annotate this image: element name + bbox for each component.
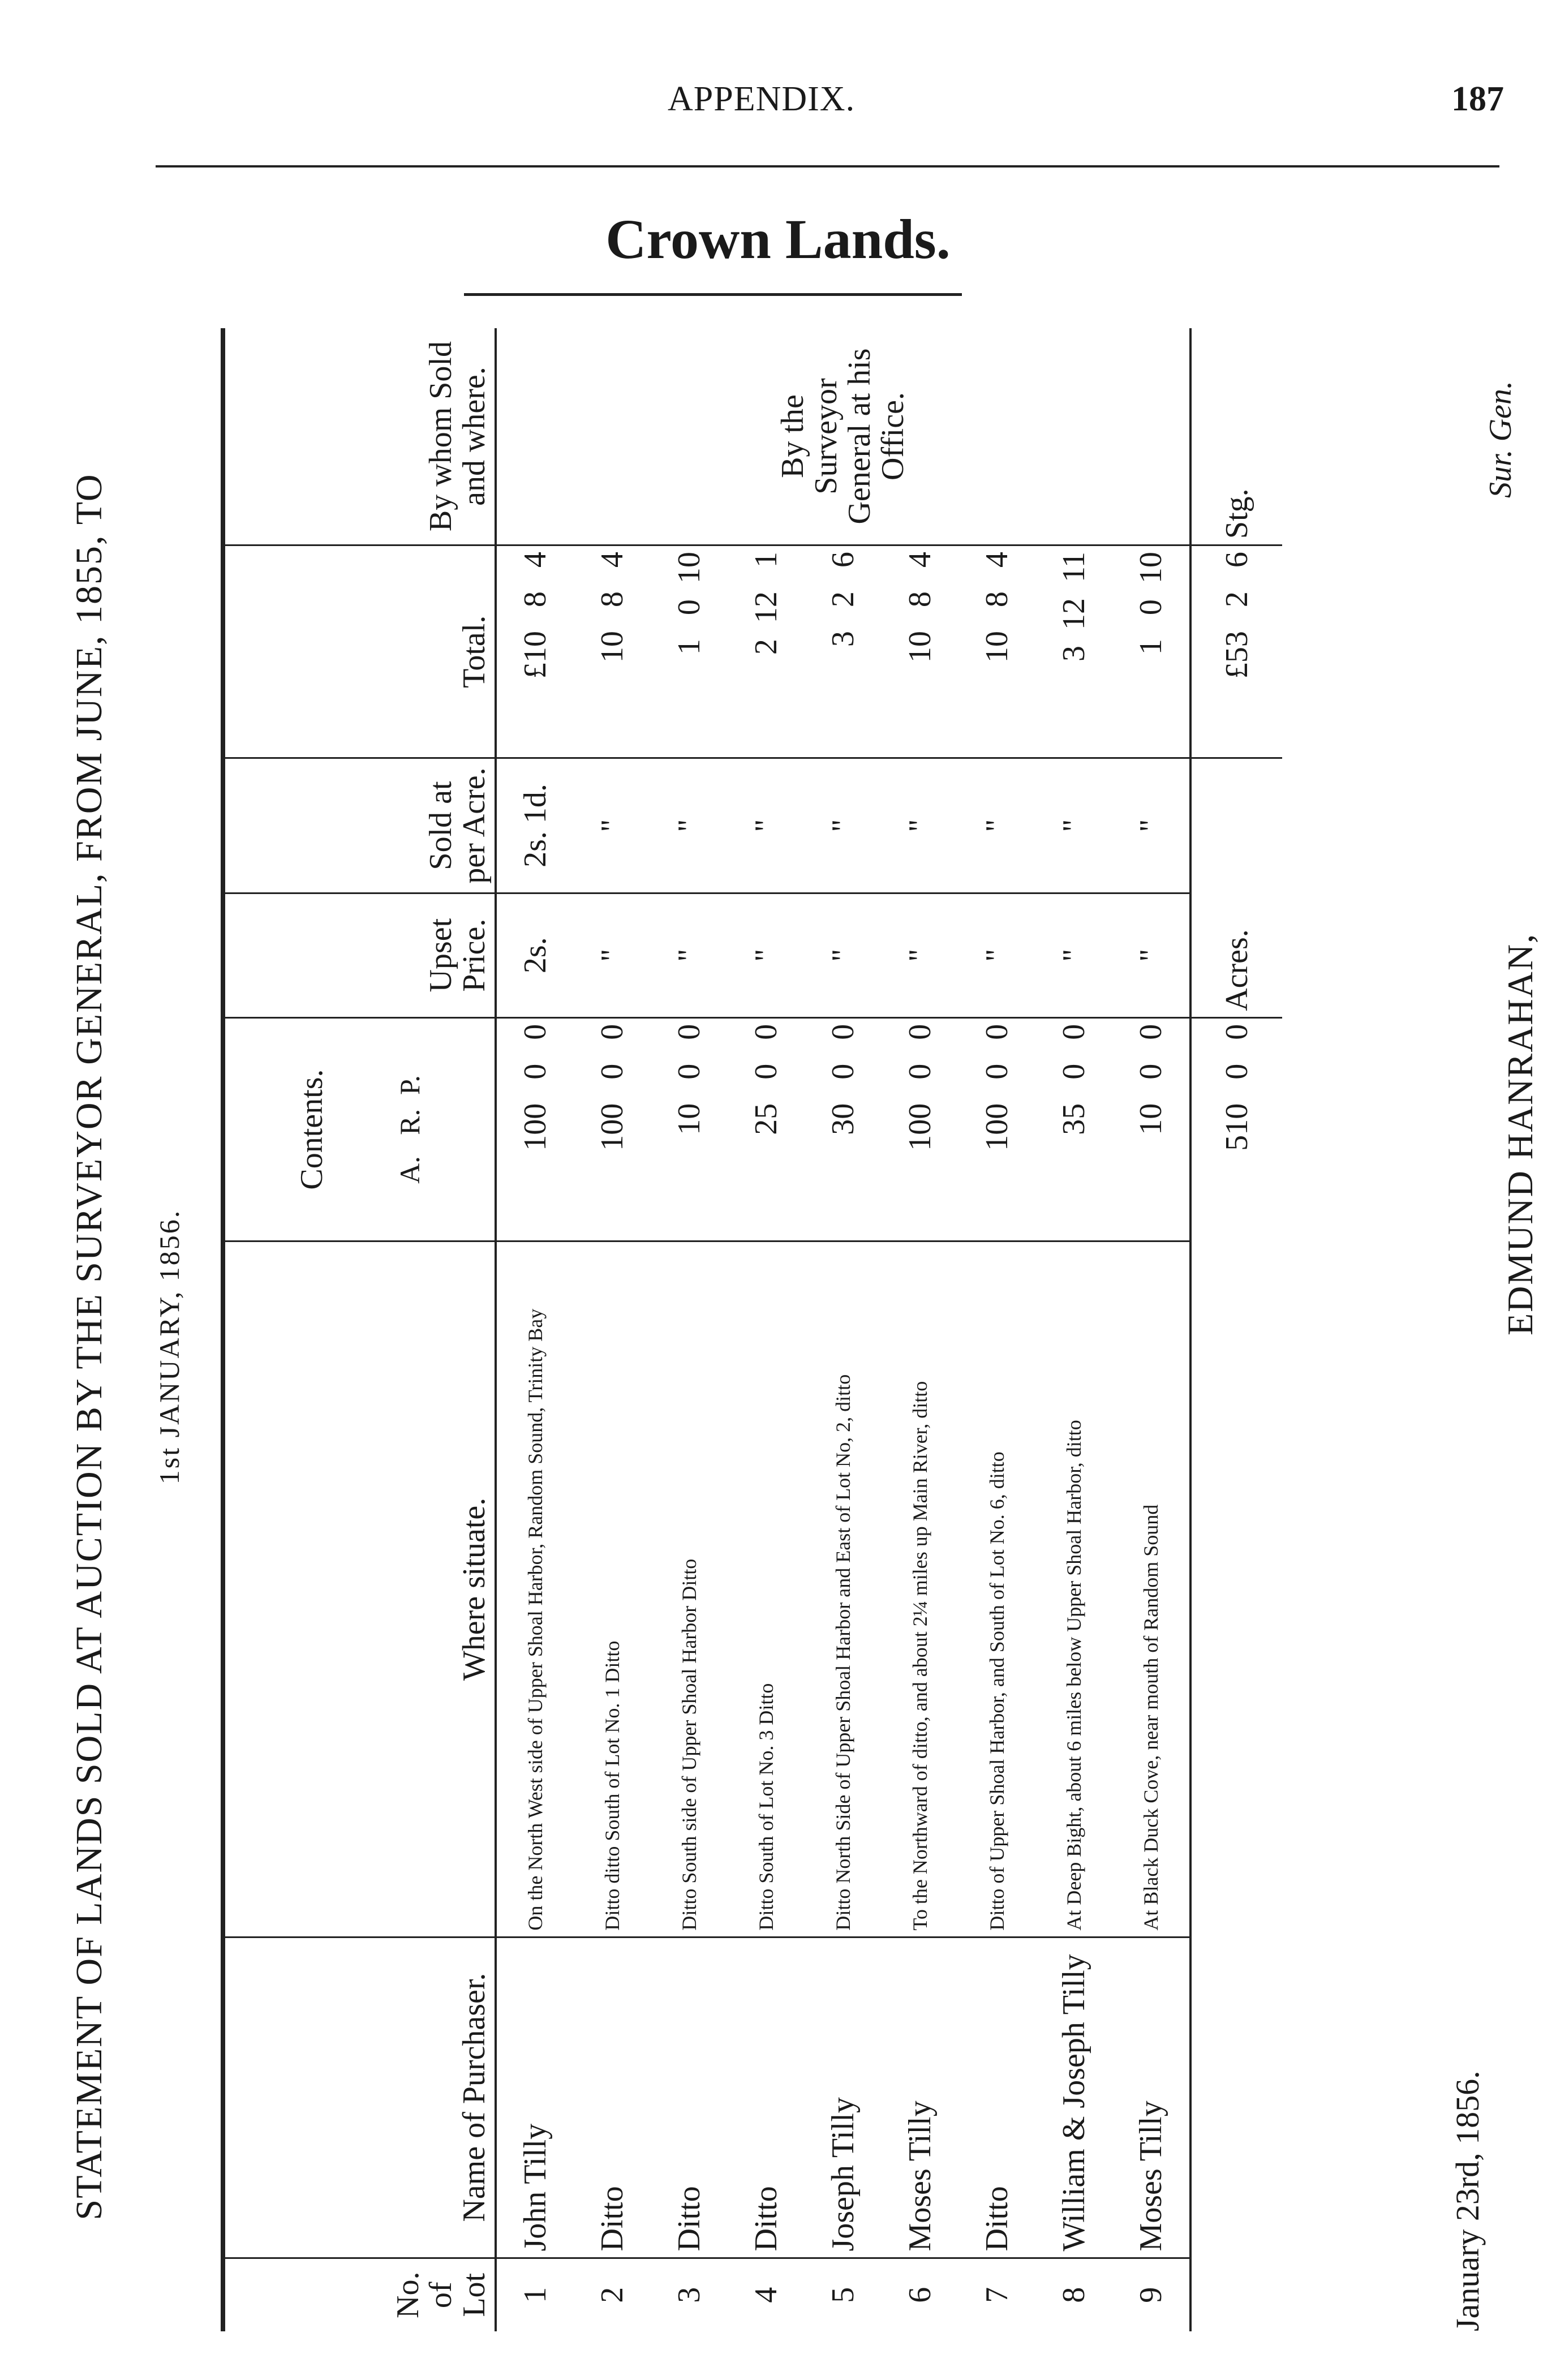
cell-sold: " bbox=[882, 758, 958, 893]
cell-name: Ditto bbox=[958, 1937, 1035, 2258]
totals-row bbox=[1190, 328, 1282, 2331]
cell-sold: " bbox=[958, 758, 1035, 893]
cell-total: 3 2 6 bbox=[805, 545, 882, 758]
cell-name: Moses Tilly bbox=[1112, 1937, 1190, 2258]
cell-no: 9 bbox=[1133, 2287, 1169, 2303]
cell-contents: 30 0 0 bbox=[805, 1017, 882, 1241]
col-contents-label: Contents. bbox=[294, 1069, 329, 1190]
cell-no: 6 bbox=[902, 2287, 938, 2303]
cell-where: At Deep Bight, about 6 miles below Upper Shoal Harbor, ditto bbox=[1035, 1241, 1112, 1937]
cell-total: 3 12 11 bbox=[1035, 545, 1112, 758]
table-row bbox=[651, 328, 728, 2331]
cell-name: Moses Tilly bbox=[882, 1937, 958, 2258]
table-row bbox=[1035, 328, 1112, 2331]
header-rule bbox=[156, 165, 1499, 167]
totals-total-unit: Stg. bbox=[1190, 328, 1282, 545]
table-row bbox=[728, 328, 805, 2331]
col-upset: Upset Price. bbox=[223, 893, 496, 1017]
cell-total: 2 12 1 bbox=[728, 545, 805, 758]
table-row bbox=[496, 328, 574, 2331]
running-header bbox=[0, 79, 1556, 124]
col-by-whom: By whom Sold and where. bbox=[223, 328, 496, 545]
cell-where: On the North West side of Upper Shoal Harbor, Random Sound, Trinity Bay bbox=[496, 1241, 574, 1937]
cell-name: Ditto bbox=[728, 1937, 805, 2258]
section-title: Crown Lands. bbox=[605, 208, 951, 270]
cell-no: 3 bbox=[672, 2287, 707, 2303]
totals-contents bbox=[1190, 1017, 1282, 1241]
cell-contents: 100 0 0 bbox=[882, 1017, 958, 1241]
cell-total: 10 8 4 bbox=[574, 545, 651, 758]
page-number: 187 bbox=[1451, 80, 1504, 118]
cell-upset: " bbox=[728, 893, 805, 1017]
totals-blank bbox=[1190, 1241, 1282, 1937]
totals-total: £53 2 6 bbox=[1190, 545, 1282, 758]
cell-where: Ditto South side of Upper Shoal Harbor Ditto bbox=[651, 1241, 728, 1937]
totals-contents-unit: Acres. bbox=[1190, 893, 1282, 1017]
totals-blank bbox=[1190, 2258, 1282, 2331]
cell-contents: 100 0 0 bbox=[958, 1017, 1035, 1241]
col-contents-sub: A. R. P. bbox=[393, 1075, 425, 1184]
cell-total: 10 8 4 bbox=[882, 545, 958, 758]
cell-name: Ditto bbox=[651, 1937, 728, 2258]
col-where: Where situate. bbox=[223, 1241, 496, 1937]
table-row bbox=[574, 328, 651, 2331]
cell-upset: " bbox=[805, 893, 882, 1017]
cell-sold: " bbox=[651, 758, 728, 893]
table-row bbox=[805, 328, 882, 2331]
signature-name: EDMUND HANRAHAN, bbox=[1500, 933, 1540, 1335]
cell-name: William & Joseph Tilly bbox=[1035, 1937, 1112, 2258]
table-row bbox=[882, 328, 958, 2331]
cell-contents: 25 0 0 bbox=[728, 1017, 805, 1241]
cell-upset: " bbox=[1112, 893, 1190, 1017]
cell-upset: " bbox=[958, 893, 1035, 1017]
cell-sold: 2s. 1d. bbox=[496, 758, 574, 893]
cell-where: At Black Duck Cove, near mouth of Random Sound bbox=[1112, 1241, 1190, 1937]
cell-name: Joseph Tilly bbox=[805, 1937, 882, 2258]
col-sold: Sold at per Acre. bbox=[223, 758, 496, 893]
cell-upset: " bbox=[1035, 893, 1112, 1017]
statement-title: STATEMENT OF LANDS SOLD AT AUCTION BY THE SURVEYOR GENERAL, FROM JUNE, 1855, TO bbox=[68, 473, 110, 2220]
cell-upset: " bbox=[574, 893, 651, 1017]
cell-no: 1 bbox=[518, 2287, 553, 2303]
totals-contents-value: 510 0 0 bbox=[1219, 1024, 1255, 1151]
cell-where: Ditto of Upper Shoal Harbor, and South of Lot No. 6, ditto bbox=[958, 1241, 1035, 1937]
cell-total: 10 8 4 bbox=[958, 545, 1035, 758]
lands-table bbox=[221, 328, 1282, 2331]
cell-where: To the Northward of ditto, and about 2¼ miles up Main River, ditto bbox=[882, 1241, 958, 1937]
col-total: Total. bbox=[223, 545, 496, 758]
cell-where: Ditto South of Lot No. 3 Ditto bbox=[728, 1241, 805, 1937]
col-contents bbox=[223, 1017, 496, 1241]
cell-contents: 100 0 0 bbox=[496, 1017, 574, 1241]
cell-sold: " bbox=[1035, 758, 1112, 893]
cell-no: 5 bbox=[826, 2287, 861, 2303]
section-rule bbox=[464, 293, 962, 296]
cell-sold: " bbox=[1112, 758, 1190, 893]
cell-total: 1 0 10 bbox=[651, 545, 728, 758]
date-line: January 23rd, 1856. bbox=[1449, 2070, 1486, 2331]
cell-no: 8 bbox=[1056, 2287, 1092, 2303]
cell-total: £10 8 4 bbox=[496, 545, 574, 758]
cell-contents: 10 0 0 bbox=[1112, 1017, 1190, 1241]
cell-contents: 35 0 0 bbox=[1035, 1017, 1112, 1241]
table-row bbox=[958, 328, 1035, 2331]
statement-subtitle: 1st JANUARY, 1856. bbox=[153, 1209, 185, 1485]
cell-sold: " bbox=[805, 758, 882, 893]
table-row bbox=[1112, 328, 1190, 2331]
cell-where: Ditto ditto South of Lot No. 1 Ditto bbox=[574, 1241, 651, 1937]
running-title: APPENDIX. bbox=[668, 80, 856, 118]
cell-where: Ditto North Side of Upper Shoal Harbor and East of Lot No, 2, ditto bbox=[805, 1241, 882, 1937]
cell-sold: " bbox=[574, 758, 651, 893]
cell-total: 1 0 10 bbox=[1112, 545, 1190, 758]
cell-no: 2 bbox=[595, 2287, 630, 2303]
cell-by-whom: By the Surveyor General at his Office. bbox=[496, 328, 1190, 545]
col-name: Name of Purchaser. bbox=[223, 1937, 496, 2258]
cell-contents: 100 0 0 bbox=[574, 1017, 651, 1241]
col-no: No. of Lot bbox=[223, 2258, 496, 2331]
cell-no: 7 bbox=[979, 2287, 1015, 2303]
table-header-row bbox=[223, 328, 496, 2331]
cell-upset: 2s. bbox=[496, 893, 574, 1017]
cell-contents: 10 0 0 bbox=[651, 1017, 728, 1241]
cell-upset: " bbox=[651, 893, 728, 1017]
totals-blank bbox=[1190, 758, 1282, 893]
cell-no: 4 bbox=[749, 2287, 784, 2303]
signature-title: Sur. Gen. bbox=[1483, 381, 1518, 498]
totals-blank bbox=[1190, 1937, 1282, 2258]
cell-name: John Tilly bbox=[496, 1937, 574, 2258]
cell-sold: " bbox=[728, 758, 805, 893]
rotated-statement bbox=[68, 328, 1540, 2365]
cell-upset: " bbox=[882, 893, 958, 1017]
cell-name: Ditto bbox=[574, 1937, 651, 2258]
